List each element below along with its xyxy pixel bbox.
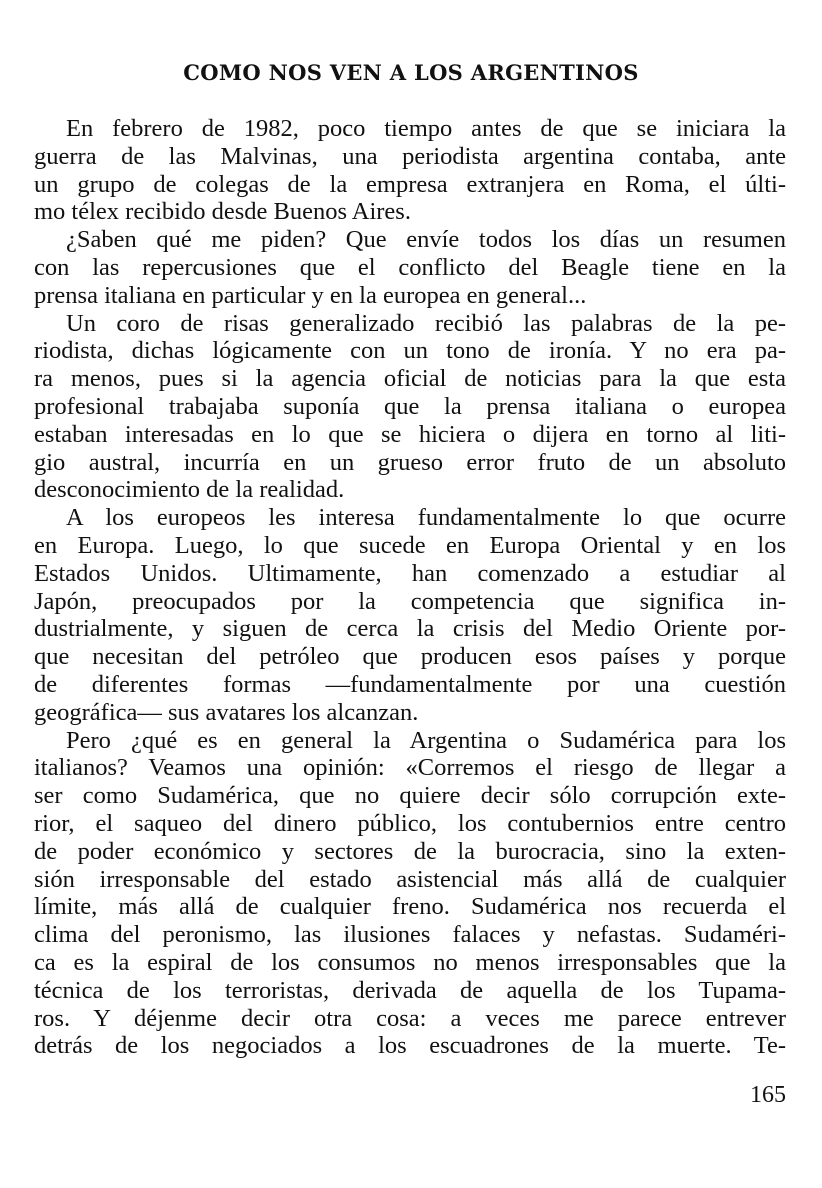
text-line: ros. Y déjenme decir otra cosa: a veces me parece entrever [34, 1004, 786, 1032]
text-line: A los europeos les interesa fundamentalmente lo que ocurre [66, 504, 786, 532]
text-line: riodista, dichas lógicamente con un tono de ironía. Y no era pa- [34, 337, 786, 365]
text-line: guerra de las Malvinas, una periodista argentina contaba, ante [34, 142, 786, 170]
text-line: sión irresponsable del estado asistencial más allá de cualquier [34, 865, 786, 893]
text-line: dustrialmente, y siguen de cerca la crisis del Medio Oriente por- [34, 615, 786, 643]
paragraph [34, 504, 786, 726]
text-line: rior, el saqueo del dinero público, los contubernios entre centro [34, 809, 786, 837]
text-line: detrás de los negociados a los escuadrones de la muerte. Te- [34, 1032, 786, 1060]
text-line: en Europa. Luego, lo que sucede en Europa Oriental y en los [34, 531, 786, 559]
text-line: Un coro de risas generalizado recibió las palabras de la pe- [66, 309, 786, 337]
text-line: límite, más allá de cualquier freno. Sudamérica nos recuerda el [34, 893, 786, 921]
text-line: técnica de los terroristas, derivada de aquella de los Tupama- [34, 976, 786, 1004]
text-line: ca es la espiral de los consumos no menos irresponsables que la [34, 948, 786, 976]
text-line: Pero ¿qué es en general la Argentina o Sudamérica para los [66, 726, 786, 754]
text-line: estaban interesadas en lo que se hiciera o dijera en torno al liti- [34, 420, 786, 448]
text-line: que necesitan del petróleo que producen esos países y porque [34, 643, 786, 671]
text-line: profesional trabajaba suponía que la prensa italiana o europea [34, 392, 786, 420]
text-line: gio austral, incurría en un grueso error fruto de un absoluto [34, 448, 786, 476]
text-line: mo télex recibido desde Buenos Aires. [34, 198, 411, 226]
text-line: italianos? Veamos una opinión: «Corremos el riesgo de llegar a [34, 754, 786, 782]
text-line: ser como Sudamérica, que no quiere decir sólo corrupción exte- [34, 782, 786, 810]
text-line: ¿Saben qué me piden? Que envíe todos los días un resumen [66, 226, 786, 254]
text-line: Japón, preocupados por la competencia que significa in- [34, 587, 786, 615]
paragraph [34, 226, 786, 309]
chapter-title: COMO NOS VEN A LOS ARGENTINOS [183, 60, 639, 85]
text-line: de diferentes formas —fundamentalmente por una cuestión [34, 670, 786, 698]
text-line: prensa italiana en particular y en la europea en general... [34, 281, 587, 309]
text-line: con las repercusiones que el conflicto del Beagle tiene en la [34, 253, 786, 281]
paragraph [34, 727, 786, 1061]
page-number: 165 [750, 1082, 786, 1108]
text-line: desconocimiento de la realidad. [34, 476, 345, 504]
text-line: En febrero de 1982, poco tiempo antes de que se iniciara la [66, 115, 786, 142]
text-line: ra menos, pues si la agencia oficial de noticias para la que esta [34, 365, 786, 393]
text-line: clima del peronismo, las ilusiones falaces y nefastas. Sudaméri- [34, 921, 786, 949]
text-line: un grupo de colegas de la empresa extranjera en Roma, el últi- [34, 170, 786, 198]
paragraph [34, 115, 786, 226]
paragraph [34, 310, 786, 505]
text-line: geográfica— sus avatares los alcanzan. [34, 698, 419, 726]
text-line: de poder económico y sectores de la burocracia, sino la exten- [34, 837, 786, 865]
text-line: Estados Unidos. Ultimamente, han comenzado a estudiar al [34, 559, 786, 587]
body-text [34, 115, 786, 1060]
